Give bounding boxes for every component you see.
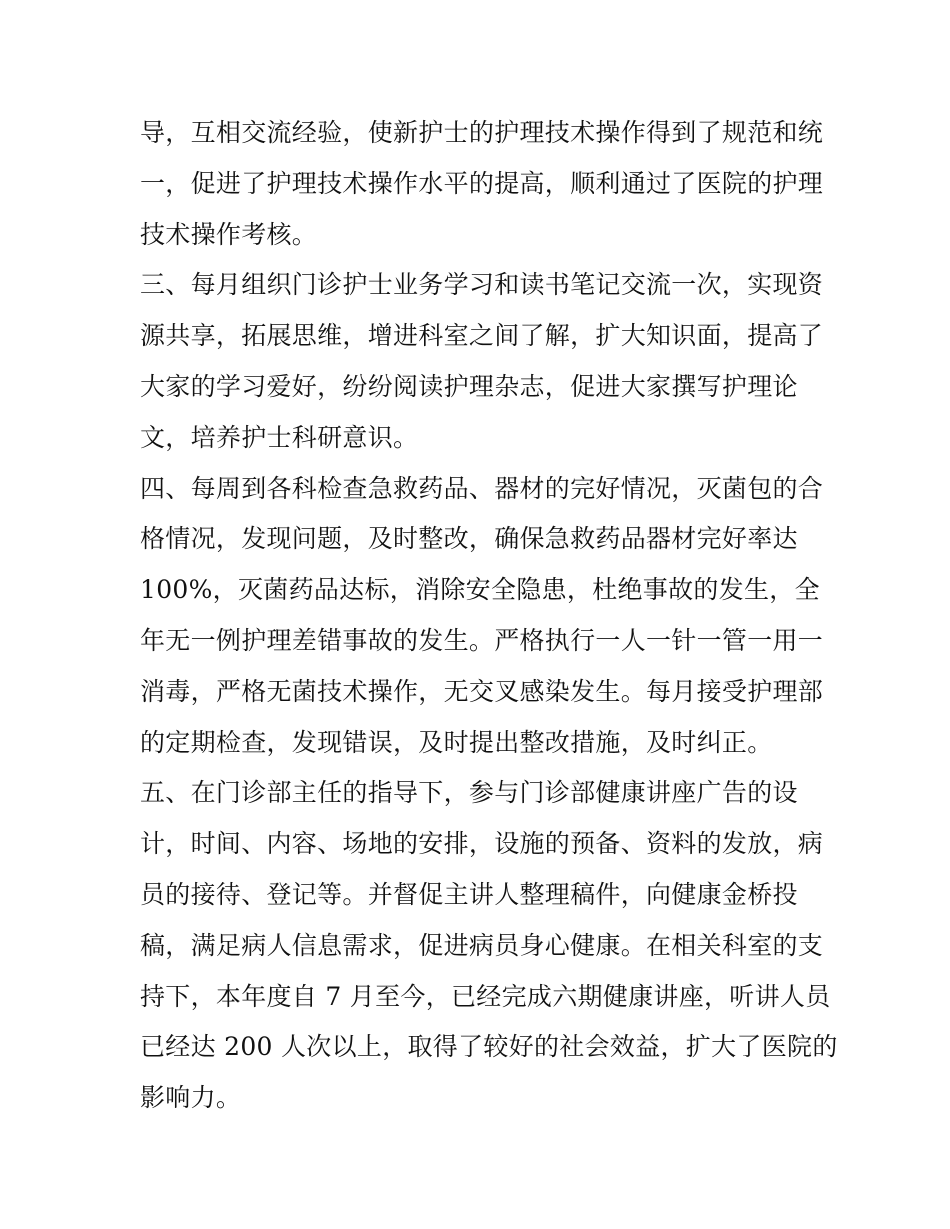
text-line: 导，互相交流经验，使新护士的护理技术操作得到了规范和统	[140, 118, 824, 147]
text-line: 四、每周到各科检查急救药品、器材的完好情况，灭菌包的合	[140, 473, 824, 503]
text-line: 格情况，发现问题，及时整改，确保急救药品器材完好率达	[140, 524, 798, 554]
text-line: 已经达 200 人次以上，取得了较好的社会效益，扩大了医院的	[140, 1032, 838, 1062]
text-line: 一，促进了护理技术操作水平的提高，顺利通过了医院的护理	[140, 168, 824, 198]
text-line: 技术操作考核。	[140, 219, 318, 249]
text-line: 三、每月组织门诊护士业务学习和读书笔记交流一次，实现资	[140, 270, 824, 300]
text-line: 员的接待、登记等。并督促主讲人整理稿件，向健康金桥投	[140, 879, 798, 909]
text-line: 源共享，拓展思维，增进科室之间了解，扩大知识面，提高了	[140, 321, 824, 351]
text-line: 年无一例护理差错事故的发生。严格执行一人一针一管一用一	[140, 625, 824, 655]
text-line: 消毒，严格无菌技术操作，无交叉感染发生。每月接受护理部	[140, 676, 824, 706]
text-line: 五、在门诊部主任的指导下，参与门诊部健康讲座广告的设	[140, 778, 798, 808]
text-line: 大家的学习爱好，纷纷阅读护理杂志，促进大家撰写护理论	[140, 371, 798, 401]
text-line: 100%，灭菌药品达标，消除安全隐患，杜绝事故的发生，全	[140, 575, 820, 605]
text-line: 稿，满足病人信息需求，促进病员身心健康。在相关科室的支	[140, 930, 824, 960]
text-line: 计，时间、内容、场地的安排，设施的预备、资料的发放，病	[140, 829, 824, 859]
text-line: 文，培养护士科研意识。	[140, 422, 419, 452]
document-body	[140, 108, 838, 1124]
text-line: 持下，本年度自 7 月至今，已经完成六期健康讲座，听讲人员	[140, 981, 831, 1011]
text-line: 的定期检查，发现错误，及时提出整改措施，及时纠正。	[140, 727, 773, 757]
text-line: 影响力。	[140, 1083, 242, 1113]
